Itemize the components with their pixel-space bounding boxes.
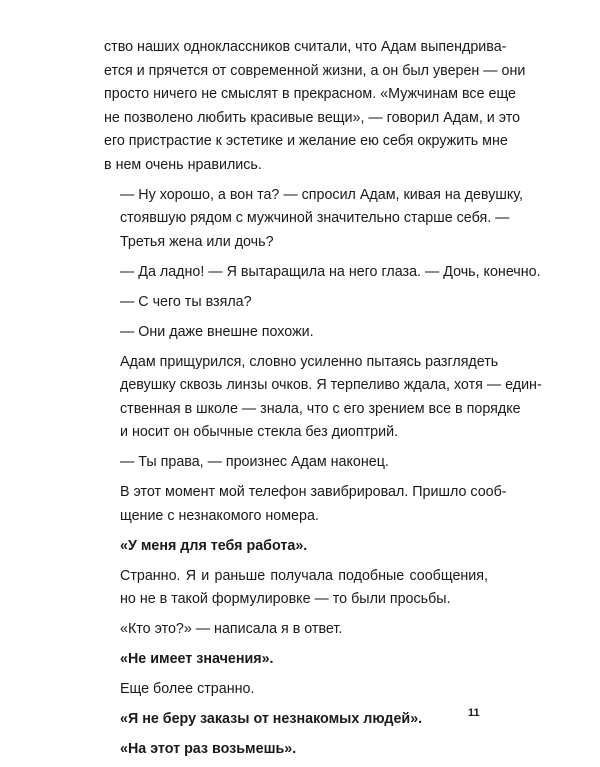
text-message-paragraph (104, 738, 488, 762)
text-line: «Не имеет значения». (120, 650, 274, 667)
paragraph (104, 291, 488, 315)
text-line: — Да ладно! — Я вытаращила на него глаза. — Дочь, конечно. (120, 263, 541, 280)
text-line: стоявшую рядом с мужчиной значительно старше себя. — (120, 210, 510, 227)
paragraph (104, 618, 488, 642)
text-line: «Я не беру заказы от незнакомых людей». (120, 710, 423, 727)
text-line: ется и прячется от современной жизни, а он был уверен — они (104, 62, 526, 79)
text-line: Еще более странно. (120, 680, 255, 697)
paragraph (104, 184, 523, 255)
text-line: «У меня для тебя работа». (120, 537, 308, 554)
text-line: в нем очень нравились. (104, 156, 262, 173)
text-line: просто ничего не смыслят в прекрасном. «Мужчинам все еще (104, 86, 516, 103)
text-line: девушку сквозь линзы очков. Я терпеливо ждала, хотя — един- (120, 377, 542, 394)
text-line: — Они даже внешне похожи. (120, 323, 314, 340)
text-line: — С чего ты взяла? (120, 293, 252, 310)
text-line: В этот момент мой телефон завибрировал. Пришло сооб- (120, 484, 507, 501)
text-line: Адам прищурился, словно усиленно пытаясь разглядеть (120, 353, 499, 370)
text-line: — Ну хорошо, а вон та? — спросил Адам, кивая на девушку, (120, 186, 523, 203)
paragraph (104, 481, 507, 528)
paragraph (104, 36, 526, 178)
text-line: «На этот раз возьмешь». (120, 740, 297, 757)
text-line: Третья жена или дочь? (120, 234, 274, 251)
text-line: — Ты права, — произнес Адам наконец. (120, 454, 389, 471)
text-message-paragraph (104, 648, 488, 672)
paragraph (104, 261, 541, 285)
paragraph (104, 321, 488, 345)
page-number: 11 (468, 707, 480, 719)
paragraph (104, 565, 488, 612)
paragraph (104, 451, 488, 475)
text-line: Странно. Я и раньше получала подобные сообщения, (120, 567, 488, 584)
text-line: но не в такой формулировке — то были просьбы. (120, 591, 451, 608)
text-message-paragraph (104, 708, 488, 732)
text-line: ство наших одноклассников считали, что Адам выпендрива- (104, 39, 507, 55)
text-line: ственная в школе — знала, что с его зрением все в порядке (120, 400, 521, 417)
text-line: «Кто это?» — написала я в ответ. (120, 621, 343, 638)
book-page-body (104, 36, 542, 767)
text-line: не позволено любить красивые вещи», — говорил Адам, и это (104, 109, 521, 126)
text-line: щение с незнакомого номера. (120, 507, 319, 524)
text-line: его пристрастие к эстетике и желание ею себя окружить мне (104, 133, 508, 150)
text-line: и носит он обычные стекла без диоптрий. (120, 424, 399, 441)
text-message-paragraph (104, 535, 488, 559)
paragraph (104, 678, 488, 702)
paragraph (104, 351, 542, 445)
